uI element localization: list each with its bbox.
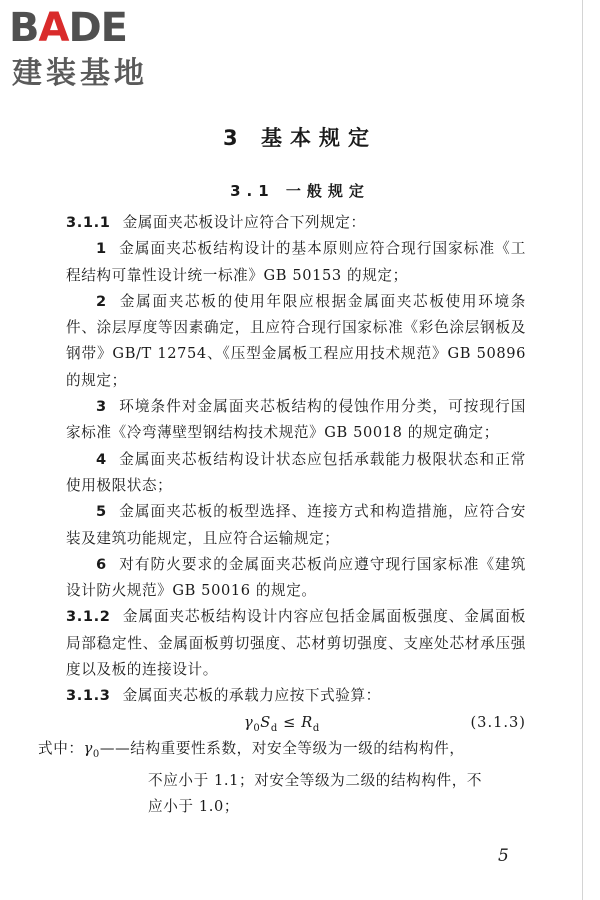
chapter-title: 3 基本规定: [223, 126, 377, 150]
item-number: 3: [96, 398, 107, 416]
where-dash: ——: [99, 739, 131, 757]
where-symbol: γ: [83, 739, 93, 757]
where-definition: [38, 736, 526, 821]
item-number: 2: [96, 292, 107, 310]
logo-subtitle: 建装基地: [12, 56, 148, 91]
clause-3-1-3: [66, 683, 526, 709]
list-item: [66, 552, 526, 605]
list-item: [66, 499, 526, 552]
item-number: 4: [96, 450, 107, 468]
page-number: 5: [498, 846, 509, 866]
list-item: [66, 236, 526, 289]
item-text: 金属面夹芯板的使用年限应根据金属面夹芯板使用环境条件、涂层厚度等因素确定，且应符合现行国家标准《彩色涂层钢板及钢带》GB/T 12754、《压型金属板工程应用技术规范》GB 50896 的规定；: [66, 292, 526, 389]
item-text: 环境条件对金属面夹芯板结构的侵蚀作用分类，可按现行国家标准《冷弯薄壁型钢结构技术规范》GB 50018 的规定确定；: [66, 398, 526, 442]
clause-3-1-2: [66, 604, 526, 683]
clause-text: 金属面夹芯板设计应符合下列规定：: [122, 214, 366, 231]
item-number: 5: [96, 503, 107, 521]
clause-text: 金属面夹芯板结构设计内容应包括金属面板强度、金属面板局部稳定性、金属面板剪切强度、芯材剪切强度、支座处芯材承压强度以及板的连接设计。: [66, 608, 526, 679]
where-line: 结构重要性系数，对安全等级为一级的结构构件，: [130, 739, 465, 757]
equation-number: (3.1.3): [470, 713, 526, 731]
bade-logo: [9, 6, 174, 98]
clause-number: 3.1.1: [66, 214, 111, 231]
clause-number: 3.1.2: [66, 608, 111, 626]
clause-text: 金属面夹芯板的承载力应按下式验算：: [122, 687, 381, 705]
item-text: 金属面夹芯板结构设计状态应包括承载能力极限状态和正常使用极限状态；: [66, 450, 526, 494]
where-label: 式中：: [38, 739, 84, 757]
item-text: 对有防火要求的金属面夹芯板尚应遵守现行国家标准《建筑设计防火规范》GB 50016 的规定。: [66, 555, 526, 600]
item-number: 6: [96, 555, 107, 573]
logo-wordmark: BADE: [9, 5, 127, 51]
formula-3-1-3: [66, 710, 526, 736]
where-line: 不应小于 1.1；对安全等级为二级的结构构件，不: [148, 771, 483, 789]
list-item: [66, 289, 526, 394]
where-first-line: 式中：$\gamma_0——$结构重要性系数，对安全等级为一级的结构构件，: [38, 739, 465, 760]
formula-expression: $\gamma_0S_d \le R_d$: [244, 713, 320, 734]
item-text: 金属面夹芯板结构设计的基本原则应符合现行国家标准《工程结构可靠性设计统一标准》GB 50153 的规定；: [66, 240, 526, 284]
section-title: 3.1 一般规定: [230, 182, 370, 200]
list-item: [66, 447, 526, 500]
clause-number: 3.1.3: [66, 687, 111, 705]
item-text: 金属面夹芯板的板型选择、连接方式和构造措施，应符合安装及建筑功能规定，且应符合运输规定；: [66, 503, 526, 547]
list-item: [66, 394, 526, 447]
clause-3-1-1: [66, 210, 526, 236]
item-number: 1: [96, 240, 107, 258]
document-body: [38, 210, 526, 820]
where-line: 应小于 1.0；: [148, 798, 240, 816]
